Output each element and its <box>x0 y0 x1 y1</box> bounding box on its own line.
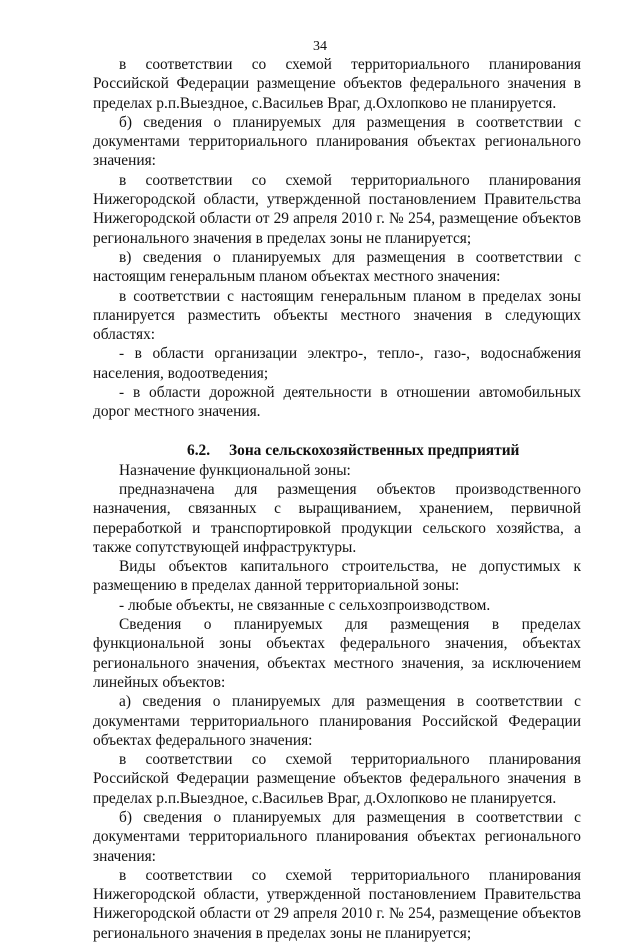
page-number: 34 <box>313 39 327 54</box>
paragraph: в соответствии со схемой территориального планирования Нижегородской области, утвержденной постановлением Правительства Нижегородской области от 29 апреля 2010 г. № 254, размещение объектов регионального значения в пределах зоны не планируется; <box>93 171 581 247</box>
paragraph: Сведения о планируемых для размещения в пределах функциональной зоны объектах федерального значения, объектах регионального значения, объектах местного значения, за исключением линейных объектов: <box>93 616 581 691</box>
section-heading <box>93 441 581 461</box>
paragraph: Виды объектов капитального строительства, не допустимых к размещению в пределах данной территориальной зоны: <box>93 558 581 595</box>
paragraph: в соответствии с настоящим генеральным планом в пределах зоны планируется разместить объекты местного значения в следующих областях: <box>93 287 581 344</box>
paragraph: в соответствии со схемой территориального планирования Нижегородской области, утвержденной постановлением Правительства Нижегородской области от 29 апреля 2010 г. № 254, размещение объектов регионального значения в пределах зоны не планируется; <box>93 866 581 942</box>
paragraph: в соответствии со схемой территориального планирования Российской Федерации размещение объектов федерального значения в пределах р.п.Выездное, с.Васильев Враг, д.Охлопково не планируется. <box>93 751 581 807</box>
list-item: - любые объекты, не связанные с сельхозпроизводством. <box>119 596 491 614</box>
section-title: Зона сельскохозяйственных предприятий <box>229 441 520 459</box>
paragraph: б) сведения о планируемых для размещения в соответствии с документами территориального планирования объектах регионального значения: <box>93 808 581 865</box>
paragraph: в) сведения о планируемых для размещения в соответствии с настоящим генеральным планом объектах местного значения: <box>93 248 581 286</box>
paragraph: Назначение функциональной зоны: <box>119 461 351 479</box>
paragraph: предназначена для размещения объектов производственного назначения, связанных с выращиванием, хранением, первичной переработкой и транспортировкой продукции сельского хозяйства, а также сопутствующей инфраструктуры. <box>93 480 581 556</box>
section-number: 6.2. <box>187 441 211 459</box>
paragraph: а) сведения о планируемых для размещения в соответствии с документами территориального планирования Российской Федерации объектах федерального значения: <box>93 693 581 749</box>
document-body <box>93 55 581 943</box>
paragraph: б) сведения о планируемых для размещения в соответствии с документами территориального планирования объектах регионального значения: <box>93 113 581 170</box>
list-item: - в области дорожной деятельности в отношении автомобильных дорог местного значения. <box>93 384 581 421</box>
list-item: - в области организации электро-, тепло-, газо-, водоснабжения населения, водоотведения; <box>93 345 581 382</box>
paragraph: в соответствии со схемой территориального планирования Российской Федерации размещение объектов федерального значения в пределах р.п.Выездное, с.Васильев Враг, д.Охлопково не планируется. <box>93 56 581 112</box>
